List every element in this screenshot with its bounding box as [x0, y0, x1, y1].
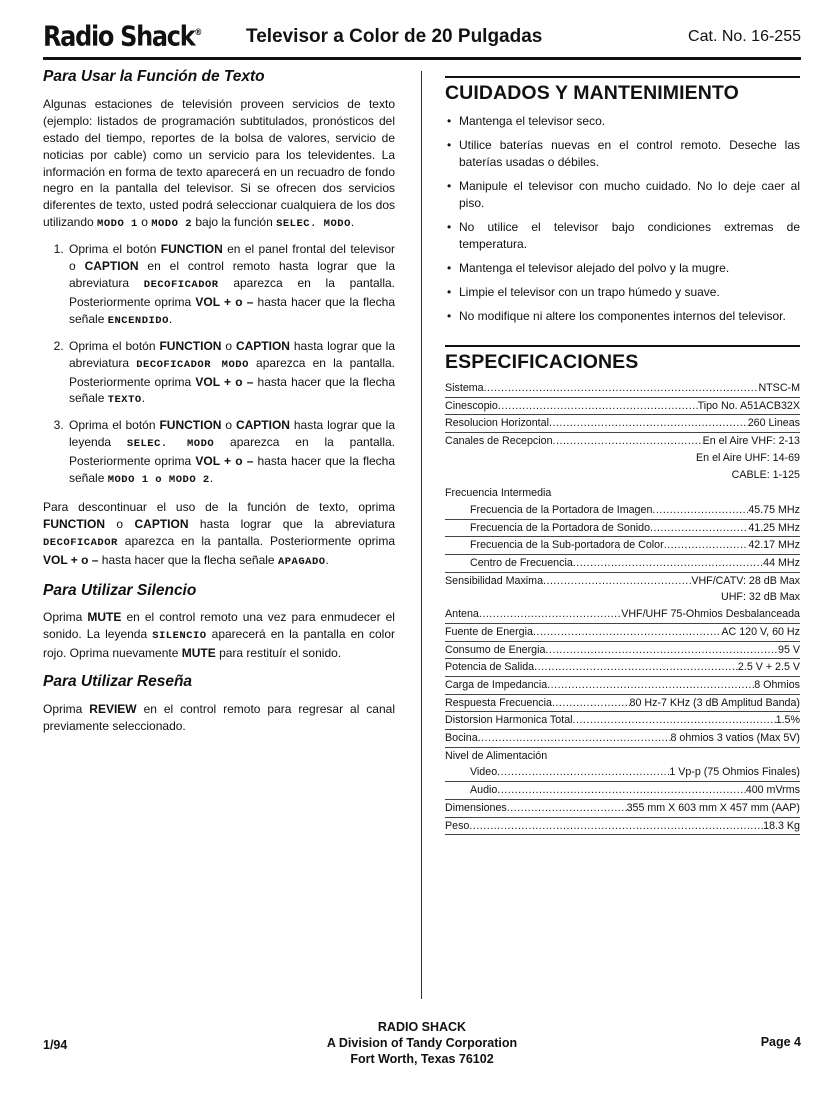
footer-page-number: Page 4	[760, 1035, 801, 1049]
spec-value: Tipo No. A51ACB32X	[697, 399, 800, 412]
logo-text: Radio Shack	[43, 20, 195, 53]
header-rule	[43, 57, 801, 60]
specs-heading: ESPECIFICACIONES	[445, 351, 639, 373]
leader-dots	[507, 800, 627, 817]
spec-group-heading: Frecuencia Intermedia	[445, 487, 552, 500]
spec-label: Consumo de Energia	[445, 643, 546, 656]
spec-value: 8 ohmios 3 vatios (Max 5V)	[670, 732, 800, 745]
spec-row-centro	[445, 555, 800, 573]
step-text: o	[221, 338, 236, 353]
care-section-rule	[445, 76, 800, 78]
intro-text: Algunas estaciones de televisión proveen servicios de texto (ejemplo: listados de programación subtitulados, pronósticos del estado del tiempo, reportes de la bolsa de valores, servicio de noticias por cable) como un servicio para los televidentes. La información en forma de texto aparecerá en un recuadro de fondo negro en la pantalla del televisor. Si se ofrecen dos servicios diferentes de texto, usted podrá seleccionar cualquiera de los dos utilizando	[43, 96, 395, 230]
step-text: en el panel frontal del televisor o	[69, 242, 395, 274]
spec-row-sistema	[445, 380, 800, 398]
step-text: o	[221, 418, 236, 433]
spec-label: Frecuencia de la Sub-portadora de Color	[470, 539, 664, 552]
spec-row-imagen	[445, 502, 800, 520]
spec-row-antena	[445, 606, 800, 624]
leader-dots	[479, 606, 621, 623]
spec-value: 400 mVrms	[745, 784, 800, 797]
review-paragraph	[43, 701, 395, 735]
step-text: .	[168, 311, 173, 326]
step-text: aparezca en la pantalla. Posteriormente oprima	[69, 355, 395, 389]
care-item: • Mantenga el televisor alejado del polvo y la mugre.	[445, 260, 800, 277]
texto-code: TEXTO	[107, 394, 142, 407]
care-item: • Utilice baterías nuevas en el control remoto. Deseche las baterías usadas o débiles.	[445, 137, 800, 171]
step-text: hasta hacer que la flecha señale	[69, 294, 396, 326]
spec-value: 80 Hz-7 KHz (3 dB Amplitud Banda)	[629, 696, 800, 709]
leader-dots	[545, 642, 778, 659]
vol-key: VOL + o –	[195, 454, 254, 469]
function-key: FUNCTION	[159, 338, 222, 353]
specs-section-rule	[445, 345, 800, 347]
leader-dots	[498, 398, 698, 415]
caption-key: CAPTION	[235, 418, 290, 433]
leader-dots	[552, 695, 630, 712]
leader-dots	[534, 659, 738, 676]
silencio-code: SILENCIO	[152, 630, 207, 643]
spec-value: 45.75 MHz	[748, 503, 800, 516]
mute-paragraph	[43, 609, 395, 662]
function-key: FUNCTION	[160, 242, 223, 257]
encendido-code: ENCENDIDO	[107, 314, 169, 327]
spec-row-sonido	[445, 520, 800, 538]
care-item: • Manipule el televisor con mucho cuidado. No lo deje caer al piso.	[445, 178, 800, 212]
step-text: Oprima el botón	[69, 418, 160, 433]
spec-continuation: CABLE: 1-125	[731, 468, 800, 481]
spec-value: 2.5 V + 2.5 V	[737, 661, 800, 674]
spec-row-bocina	[445, 730, 800, 748]
spec-value: VHF/CATV: 28 dB Max	[691, 574, 800, 587]
step-text: .	[209, 471, 214, 486]
modo-code: MODO 1 o MODO 2	[107, 474, 210, 487]
mute-text: aparecerá en la pantalla en color rojo. Oprima nuevamente	[43, 627, 395, 661]
step-item	[67, 417, 395, 489]
leader-dots	[478, 730, 671, 747]
spec-value: 1.5%	[775, 714, 800, 727]
right-column	[445, 76, 800, 835]
spec-label: Sensibilidad Maxima	[445, 574, 544, 587]
spec-row-resolucion	[445, 415, 800, 433]
text-function-heading: Para Usar la Función de Texto	[43, 68, 265, 85]
intro-or: o	[137, 215, 152, 230]
mute-heading: Para Utilizar Silencio	[43, 581, 197, 599]
footer-date: 1/94	[43, 1038, 68, 1052]
spec-row-dimensiones	[445, 800, 800, 818]
spec-label: Resolucion Horizontal	[445, 417, 549, 430]
outro-text: hasta hacer que la flecha señale	[98, 552, 278, 567]
document-title: Televisor a Color de 20 Pulgadas	[246, 26, 543, 47]
function-key: FUNCTION	[159, 418, 222, 433]
step-text: aparezca en la pantalla. Posteriormente oprima	[69, 435, 396, 469]
spec-value: 41.25 MHz	[748, 521, 800, 534]
spec-label: Video	[470, 766, 498, 779]
page-footer	[43, 1019, 801, 1071]
step-text: hasta hacer que la flecha señale	[69, 454, 396, 486]
intro-end: .	[350, 215, 355, 230]
spec-label: Bocina	[445, 732, 478, 745]
vol-key: VOL + o –	[195, 294, 254, 309]
step-text: hasta lograr que la leyenda	[69, 418, 395, 450]
step-text: hasta lograr que la abreviatura	[69, 338, 395, 370]
leader-dots	[497, 782, 745, 799]
spec-row-color	[445, 537, 800, 555]
column-divider	[421, 71, 422, 999]
spec-label: Frecuencia de la Portadora de Imagen	[470, 503, 653, 516]
step-text: Oprima el botón	[69, 242, 161, 257]
footer-address: Fort Worth, Texas 76102	[350, 1052, 494, 1066]
spec-label: Dimensiones	[445, 801, 507, 814]
step-text: aparezca en la pantalla. Posteriormente oprima	[69, 275, 395, 309]
step-text: en el control remoto hasta lograr que la abreviatura	[69, 259, 396, 290]
spec-row-fuente	[445, 624, 800, 642]
leader-dots	[543, 573, 691, 590]
spec-label: Audio	[470, 784, 498, 797]
outro-text: aparezca en la pantalla. Posteriormente oprima	[117, 533, 395, 548]
spec-value: AC 120 V, 60 Hz	[721, 625, 800, 638]
caption-key: CAPTION	[134, 516, 189, 531]
radio-shack-logo	[43, 20, 202, 52]
footer-division: A Division of Tandy Corporation	[326, 1036, 518, 1050]
spec-value: 42.17 MHz	[748, 539, 800, 552]
footer-company-block	[43, 1019, 801, 1067]
spec-row-consumo	[445, 642, 800, 660]
spec-group-heading: Nivel de Alimentación	[445, 749, 548, 762]
leader-dots	[497, 764, 669, 781]
review-heading: Para Utilizar Reseña	[43, 673, 193, 691]
outro-text: Para descontinuar el uso de la función de texto, oprima	[43, 499, 395, 514]
step-text: Oprima el botón	[69, 338, 160, 353]
decoficador-modo-code: DECOFICADOR MODO	[136, 358, 249, 371]
vol-key: VOL + o –	[195, 374, 254, 389]
spec-value: En el Aire VHF: 2-13	[702, 435, 800, 448]
spec-value: 1 Vp-p (75 Ohmios Finales)	[669, 766, 800, 779]
steps-list	[43, 241, 395, 489]
step-text: hasta hacer que la flecha señale	[69, 374, 396, 406]
step-text: .	[141, 391, 146, 406]
spec-label: Peso	[445, 819, 470, 832]
spec-value: NTSC-M	[758, 382, 800, 394]
mute-text: Oprima	[43, 610, 88, 625]
review-text: Oprima	[43, 702, 90, 717]
spec-continuation: UHF: 32 dB Max	[721, 591, 800, 604]
spec-label: Fuente de Energia	[445, 625, 533, 638]
outro-text: hasta lograr que la abreviatura	[188, 516, 395, 531]
spec-row-distorsion	[445, 712, 800, 730]
spec-row-video	[445, 764, 800, 782]
leader-dots	[484, 380, 759, 397]
care-item: • Mantenga el televisor seco.	[445, 113, 800, 130]
leader-dots	[549, 415, 748, 432]
left-column	[43, 69, 395, 743]
modo2-code: MODO 2	[151, 218, 193, 231]
mute-text: para restituír el sonido.	[215, 646, 342, 661]
care-item: • No utilice el televisor bajo condiciones extremas de temperatura.	[445, 219, 800, 253]
selec-modo-code: SELEC. MODO	[276, 218, 351, 231]
care-item: • Limpie el televisor con un trapo húmedo y suave.	[445, 284, 800, 301]
spec-label: Canales de Recepcion	[445, 435, 553, 448]
registered-mark: ®	[194, 26, 203, 38]
caption-key: CAPTION	[84, 259, 139, 274]
leader-dots	[533, 624, 721, 641]
spec-row-cinescopio	[445, 398, 800, 416]
leader-dots	[469, 818, 763, 835]
footer-company: RADIO SHACK	[377, 1020, 467, 1034]
spec-value: 8 Ohmios	[754, 678, 800, 691]
step-item	[67, 241, 395, 330]
spec-row-audio	[445, 782, 800, 800]
vol-key: VOL + o –	[43, 552, 99, 567]
decoficador-code: DECOFICADOR	[143, 278, 219, 291]
spec-row-respuesta	[445, 695, 800, 713]
decoficador-code: DECOFICADOR	[43, 536, 118, 549]
leader-dots	[547, 677, 754, 694]
spec-row-potencia	[445, 659, 800, 677]
spec-value: 260 Lineas	[747, 417, 800, 430]
mute-text: en el control remoto una vez para enmudecer el sonido. La leyenda	[43, 610, 395, 642]
selec-modo-code: SELEC. MODO	[126, 438, 215, 451]
care-heading: CUIDADOS Y MANTENIMIENTO	[445, 82, 739, 104]
spec-label: Carga de Impedancia	[445, 678, 548, 691]
spec-row-sensibilidad	[445, 573, 800, 590]
spec-label: Centro de Frecuencia	[470, 557, 573, 570]
catalog-number: Cat. No. 16-255	[688, 28, 801, 45]
spec-label: Cinescopio	[445, 399, 498, 412]
review-text: en el control remoto para regresar al canal previamente seleccionado.	[43, 702, 395, 733]
spec-row-canales	[445, 433, 800, 450]
step-item	[67, 338, 395, 410]
caption-key: CAPTION	[235, 338, 290, 353]
spec-label: Sistema	[445, 382, 484, 394]
function-key: FUNCTION	[43, 516, 105, 531]
spec-row-peso	[445, 818, 800, 836]
outro-text: o	[105, 516, 135, 531]
spec-value: 18.3 Kg	[763, 819, 800, 832]
spec-label: Frecuencia de la Portadora de Sonido	[470, 521, 651, 534]
spec-label: Respuesta Frecuencia	[445, 696, 552, 709]
spec-continuation: En el Aire UHF: 14-69	[696, 451, 800, 464]
intro-text-b: bajo la función	[192, 215, 277, 230]
text-function-outro	[43, 499, 395, 571]
review-key: REVIEW	[89, 702, 137, 717]
leader-dots	[553, 433, 703, 450]
spec-label: Distorsion Harmonica Total	[445, 714, 573, 727]
spec-label: Antena	[445, 608, 479, 621]
leader-dots	[573, 555, 763, 572]
leader-dots	[652, 502, 748, 519]
spec-list	[445, 380, 800, 835]
spec-value: 95 V	[778, 643, 800, 656]
text-function-intro	[43, 96, 395, 233]
mute-key: MUTE	[181, 646, 216, 661]
leader-dots	[650, 520, 748, 537]
page-header	[43, 20, 801, 54]
outro-text: .	[325, 552, 329, 567]
leader-dots	[573, 712, 776, 729]
mute-key: MUTE	[87, 610, 122, 625]
care-item: • No modifique ni altere los componentes internos del televisor.	[445, 308, 800, 325]
spec-value: 44 MHz	[763, 557, 800, 570]
spec-value: 355 mm X 603 mm X 457 mm (AAP)	[626, 801, 800, 814]
modo1-code: MODO 1	[97, 218, 138, 231]
apagado-code: APAGADO	[277, 555, 326, 568]
spec-label: Potencia de Salida	[445, 661, 535, 674]
leader-dots	[664, 537, 749, 554]
care-list	[445, 113, 800, 325]
spec-row-carga	[445, 677, 800, 695]
spec-value: VHF/UHF 75-Ohmios Desbalanceada	[621, 608, 800, 621]
